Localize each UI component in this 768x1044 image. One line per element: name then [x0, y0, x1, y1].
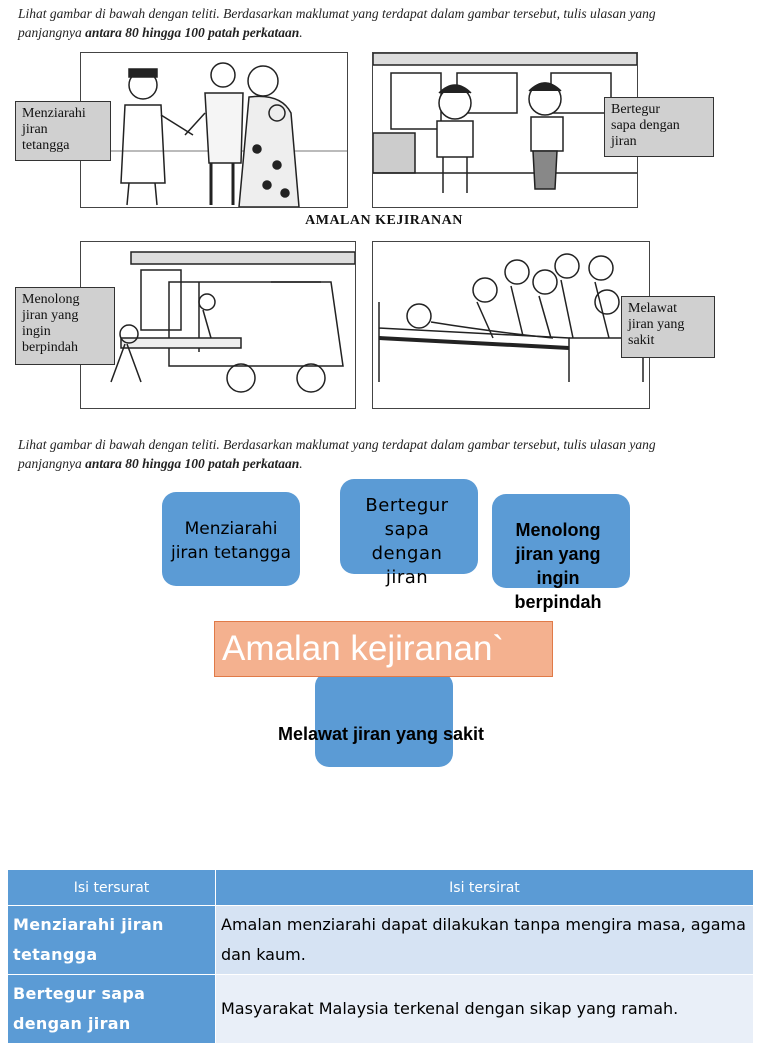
instruction-line-1: Lihat gambar di bawah dengan teliti. Berdasarkan maklumat yang terdapat dalam gambar tersebut, tulis ulasan yang	[18, 6, 656, 21]
cell-tersurat: Bertegur sapa dengan jiran	[8, 975, 216, 1044]
cell-tersirat: Masyarakat Malaysia terkenal dengan sikap yang ramah.	[216, 975, 754, 1044]
isi-table	[7, 869, 754, 1044]
central-topic: Amalan kejiranan`	[214, 621, 553, 677]
callout-visit: Menziarahi jiran tetangga	[15, 101, 111, 161]
callout-move: Menolong jiran yang ingin berpindah	[15, 287, 115, 365]
instruction-bottom	[18, 435, 738, 473]
header-isi-tersurat: Isi tersurat	[8, 870, 216, 906]
header-isi-tersirat: Isi tersirat	[216, 870, 754, 906]
callout-greet: Bertegur sapa dengan jiran	[604, 97, 714, 157]
node-menziarahi-label: Menziarahi jiran tetangga	[170, 519, 291, 563]
node-menolong-label: Menolong jiran yang ingin berpindah	[514, 520, 602, 612]
move-illustration	[81, 242, 355, 408]
illustration-panel-greet	[372, 52, 638, 208]
instruction-top	[18, 4, 738, 42]
illustration-title: AMALAN KEJIRANAN	[305, 213, 463, 228]
instruction-line-2: panjangnya antara 80 hingga 100 patah perkataan.	[18, 25, 303, 40]
illustration-panel-visit	[80, 52, 348, 208]
cell-tersirat: Amalan menziarahi dapat dilakukan tanpa mengira masa, agama dan kaum.	[216, 906, 754, 975]
table-row	[8, 906, 754, 975]
instruction-line-2: panjangnya antara 80 hingga 100 patah perkataan.	[18, 456, 303, 471]
illustration-panel-sick	[372, 241, 650, 409]
table-row	[8, 975, 754, 1044]
callout-sick: Melawat jiran yang sakit	[621, 296, 715, 358]
node-bertegur-label: Bertegur sapa dengan jiran	[365, 495, 449, 588]
instruction-line-1: Lihat gambar di bawah dengan teliti. Berdasarkan maklumat yang terdapat dalam gambar tersebut, tulis ulasan yang	[18, 437, 656, 452]
cell-tersurat: Menziarahi jiran tetangga	[8, 906, 216, 975]
table-header-row	[8, 870, 754, 906]
visit-illustration	[81, 53, 347, 207]
node-melawat	[315, 672, 453, 767]
greet-illustration	[373, 53, 637, 207]
sick-illustration	[373, 242, 649, 408]
illustration-panel-move	[80, 241, 356, 409]
node-melawat-label: Melawat jiran yang sakit	[277, 724, 485, 744]
